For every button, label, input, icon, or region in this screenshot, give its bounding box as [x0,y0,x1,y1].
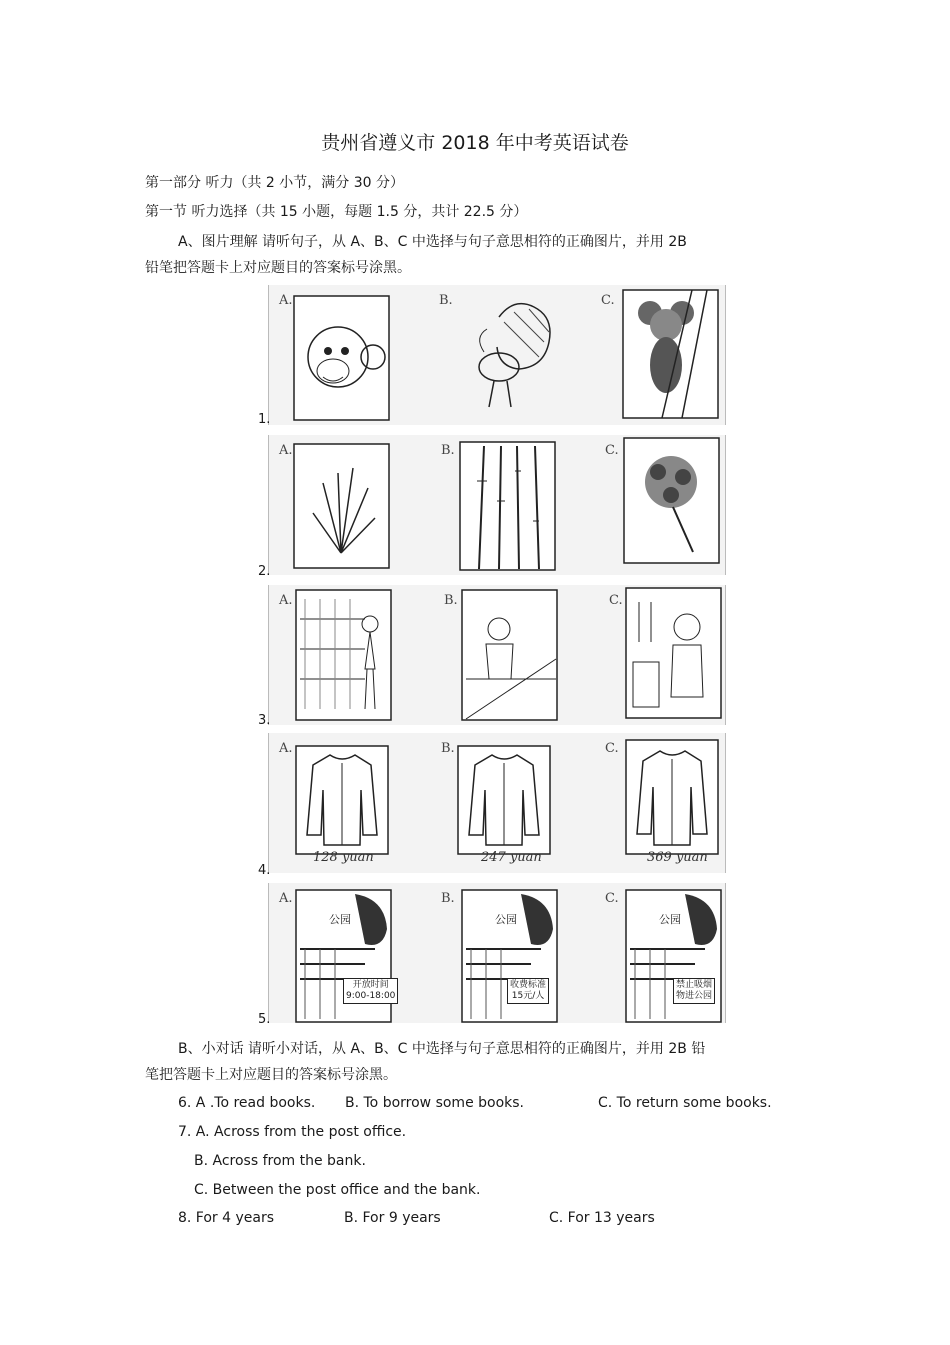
q8-option-b: B. For 9 years [344,1210,441,1226]
q6-option-b: B. To borrow some books. [345,1095,524,1111]
sign-a-line2: 9:00-18:00 [346,991,396,1001]
sign-c [673,978,715,1004]
question-5-number: 5. [258,1012,271,1027]
partB-instruction-line1: B、小对话 请听小对话，从 A、B、C 中选择与句子意思相符的正确图片，并用 2B 铅 [178,1041,706,1057]
question-1-number: 1. [258,412,271,427]
section1-heading: 第一节 听力选择（共 15 小题，每题 1.5 分，共计 22.5 分） [145,204,528,220]
q6-option-c: C. To return some books. [598,1095,772,1111]
jacket-a-picture [295,745,390,855]
bamboo-picture [459,441,557,573]
turkey-picture [459,297,569,422]
sign-a-line1: 开放时间 [352,980,389,990]
grass-picture [293,443,393,571]
option-b-label: B. [439,293,453,308]
option-b-label: B. [441,443,455,458]
price-b: 247 yuan [481,850,542,865]
question-4-pictures [268,733,726,873]
q8-option-a: 8. For 4 years [178,1210,275,1226]
page-title: 贵州省遵义市 2018 年中考英语试卷 [321,132,629,154]
park-label-a: 公园 [329,913,351,926]
q6-option-a: 6. A .To read books. [178,1095,316,1111]
sign-c-line1: 禁止吸烟 [676,980,713,990]
option-a-label: A. [279,443,293,458]
question-3-number: 3. [258,713,271,728]
option-c-label: C. [605,891,619,906]
partA-instruction-line1: A、图片理解 请听句子，从 A、B、C 中选择与句子意思相符的正确图片，并用 2B [178,234,687,250]
question-5-pictures [268,883,726,1023]
sign-b-line1: 收费标准 [510,980,547,990]
option-b-label: B. [441,891,455,906]
cooking-girl-picture [625,587,723,721]
option-a-label: A. [279,293,293,308]
option-a-label: A. [279,891,293,906]
sign-a [343,978,398,1004]
option-b-label: B. [441,741,455,756]
partB-instruction-line2: 笔把答题卡上对应题目的答案标号涂黑。 [145,1067,397,1083]
price-c: 369 yuan [647,850,708,865]
park-label-b: 公园 [495,913,517,926]
partA-instruction-line2: 铅笔把答题卡上对应题目的答案标号涂黑。 [145,260,411,276]
jacket-b-picture [457,745,552,855]
jacket-c-picture [625,739,720,855]
option-c-label: C. [605,741,619,756]
option-a-label: A. [279,593,293,608]
sign-b-line2: 15元/人 [511,991,545,1001]
question-1-pictures [268,285,726,425]
kitchen-girl-picture [461,589,559,723]
option-c-label: C. [601,293,615,308]
park-label-c: 公园 [659,913,681,926]
option-c-label: C. [605,443,619,458]
price-a: 128 yuan [313,850,374,865]
option-b-label: B. [444,593,458,608]
flowers-picture [623,437,721,569]
q7-option-b: B. Across from the bank. [194,1153,366,1169]
q7-option-a: 7. A. Across from the post office. [178,1124,407,1140]
question-2-pictures [268,435,726,575]
question-4-number: 4. [258,863,271,878]
monkey-picture [293,295,393,423]
q8-option-c: C. For 13 years [549,1210,655,1226]
question-3-pictures [268,585,726,725]
library-girl-picture [295,589,393,723]
koala-picture [622,285,722,423]
option-a-label: A. [279,741,293,756]
question-2-number: 2. [258,564,271,579]
option-c-label: C. [609,593,623,608]
part1-heading: 第一部分 听力（共 2 小节，满分 30 分） [145,175,404,191]
sign-b [507,978,549,1004]
sign-c-line2: 物进公园 [676,991,713,1001]
q7-option-c: C. Between the post office and the bank. [194,1182,481,1198]
